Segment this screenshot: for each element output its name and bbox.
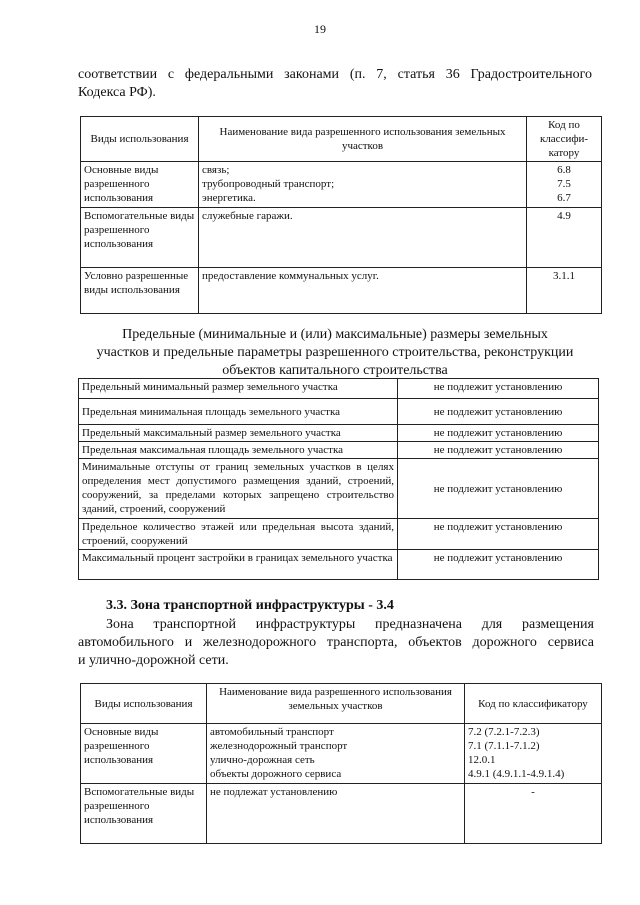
use-names-cell (199, 162, 527, 208)
table-row (79, 379, 599, 399)
table-header-row (81, 684, 602, 724)
codes-cell (527, 162, 602, 208)
use-code: 7.2 (7.2.1-7.2.3) (468, 726, 540, 738)
codes-cell (465, 724, 602, 784)
value-cell: не подлежит установлению (398, 379, 599, 399)
use-code: - (531, 786, 535, 798)
codes-cell (527, 268, 602, 314)
table-row (79, 519, 599, 550)
limits-table (78, 378, 599, 580)
use-name: предоставление коммунальных услуг. (202, 270, 379, 282)
use-type-cell: Вспомогательные виды разрешенного использования (81, 784, 207, 844)
table-row (79, 399, 599, 425)
codes-cell (465, 784, 602, 844)
table-row (79, 550, 599, 580)
use-name: трубопроводный транспорт; (202, 178, 335, 190)
table-row (79, 459, 599, 519)
use-names-cell (199, 268, 527, 314)
intro-line-2: Кодекса РФ). (78, 85, 156, 100)
codes-cell (527, 208, 602, 268)
limits-title-line-3: объектов капитального строительства (222, 363, 448, 378)
table-row (81, 784, 602, 844)
use-name: объекты дорожного сервиса (210, 768, 342, 780)
param-cell: Минимальные отступы от границ земельных участков в целях определения мест допустимого размещения зданий, строений, сооружений, за пределами которых запрещено строительство зданий, строений, сооружений (79, 459, 398, 519)
header-use-name: Наименование вида разрешенного использования земельных участков (207, 684, 465, 724)
use-name: автомобильный транспорт (210, 726, 334, 738)
use-name: улично-дорожная сеть (210, 754, 315, 766)
header-use-type: Виды использования (81, 117, 199, 162)
use-code: 6.8 (557, 164, 571, 176)
value-cell: не подлежит установлению (398, 519, 599, 550)
intro-line-1: соответствии с федеральными законами (п. 7, статья 36 Градостроительного (78, 67, 592, 82)
table-row (79, 442, 599, 459)
param-cell: Предельная минимальная площадь земельного участка (79, 399, 398, 425)
value-cell: не подлежит установлению (398, 399, 599, 425)
use-code: 3.1.1 (553, 270, 575, 282)
value-cell: не подлежит установлению (398, 550, 599, 580)
header-code: Код по классифи-катору (527, 117, 602, 162)
value-cell: не подлежит установлению (398, 425, 599, 442)
use-code: 6.7 (557, 192, 571, 204)
use-type-cell: Основные виды разрешенного использования (81, 162, 199, 208)
limits-title-line-1: Предельные (минимальные и (или) максимальные) размеры земельных (122, 327, 548, 342)
table-row (81, 208, 602, 268)
permitted-use-table (80, 116, 602, 314)
use-names-cell (199, 208, 527, 268)
use-code: 7.5 (557, 178, 571, 190)
section-heading: 3.3. Зона транспортной инфраструктуры - 3.4 (106, 598, 394, 613)
header-code: Код по классификатору (465, 684, 602, 724)
table-row (81, 724, 602, 784)
param-cell: Предельное количество этажей или предельная высота зданий, строений, сооружений (79, 519, 398, 550)
param-cell: Предельный максимальный размер земельного участка (79, 425, 398, 442)
table-header-row (81, 117, 602, 162)
param-cell: Предельная максимальная площадь земельного участка (79, 442, 398, 459)
section-line-3: и улично-дорожной сети. (78, 653, 229, 668)
limits-title-line-2: участков и предельные параметры разрешенного строительства, реконструкции (96, 345, 574, 360)
use-name: служебные гаражи. (202, 210, 293, 222)
use-type-cell: Вспомогательные виды разрешенного использования (81, 208, 199, 268)
transport-use-table (80, 683, 602, 844)
use-name: не подлежат установлению (210, 786, 338, 798)
use-names-cell (207, 724, 465, 784)
value-cell: не подлежит установлению (398, 459, 599, 519)
value-cell: не подлежит установлению (398, 442, 599, 459)
table-row (81, 162, 602, 208)
use-type-cell: Основные виды разрешенного использования (81, 724, 207, 784)
page-number: 19 (314, 22, 326, 36)
section-line-1: Зона транспортной инфраструктуры предназначена для размещения (106, 617, 594, 632)
use-name: энергетика. (202, 192, 256, 204)
use-type-cell: Условно разрешенные виды использования (81, 268, 199, 314)
table-row (81, 268, 602, 314)
param-cell: Максимальный процент застройки в границах земельного участка (79, 550, 398, 580)
param-cell: Предельный минимальный размер земельного участка (79, 379, 398, 399)
header-use-name: Наименование вида разрешенного использования земельных участков (199, 117, 527, 162)
use-code: 7.1 (7.1.1-7.1.2) (468, 740, 540, 752)
header-use-type: Виды использования (81, 684, 207, 724)
use-code: 4.9 (557, 210, 571, 222)
section-line-2: автомобильного и железнодорожного транспорта, объектов дорожного сервиса (78, 635, 594, 650)
use-code: 4.9.1 (4.9.1.1-4.9.1.4) (468, 768, 565, 780)
table-row (79, 425, 599, 442)
use-name: железнодорожный транспорт (210, 740, 348, 752)
use-names-cell (207, 784, 465, 844)
use-code: 12.0.1 (468, 754, 496, 766)
use-name: связь; (202, 164, 230, 176)
